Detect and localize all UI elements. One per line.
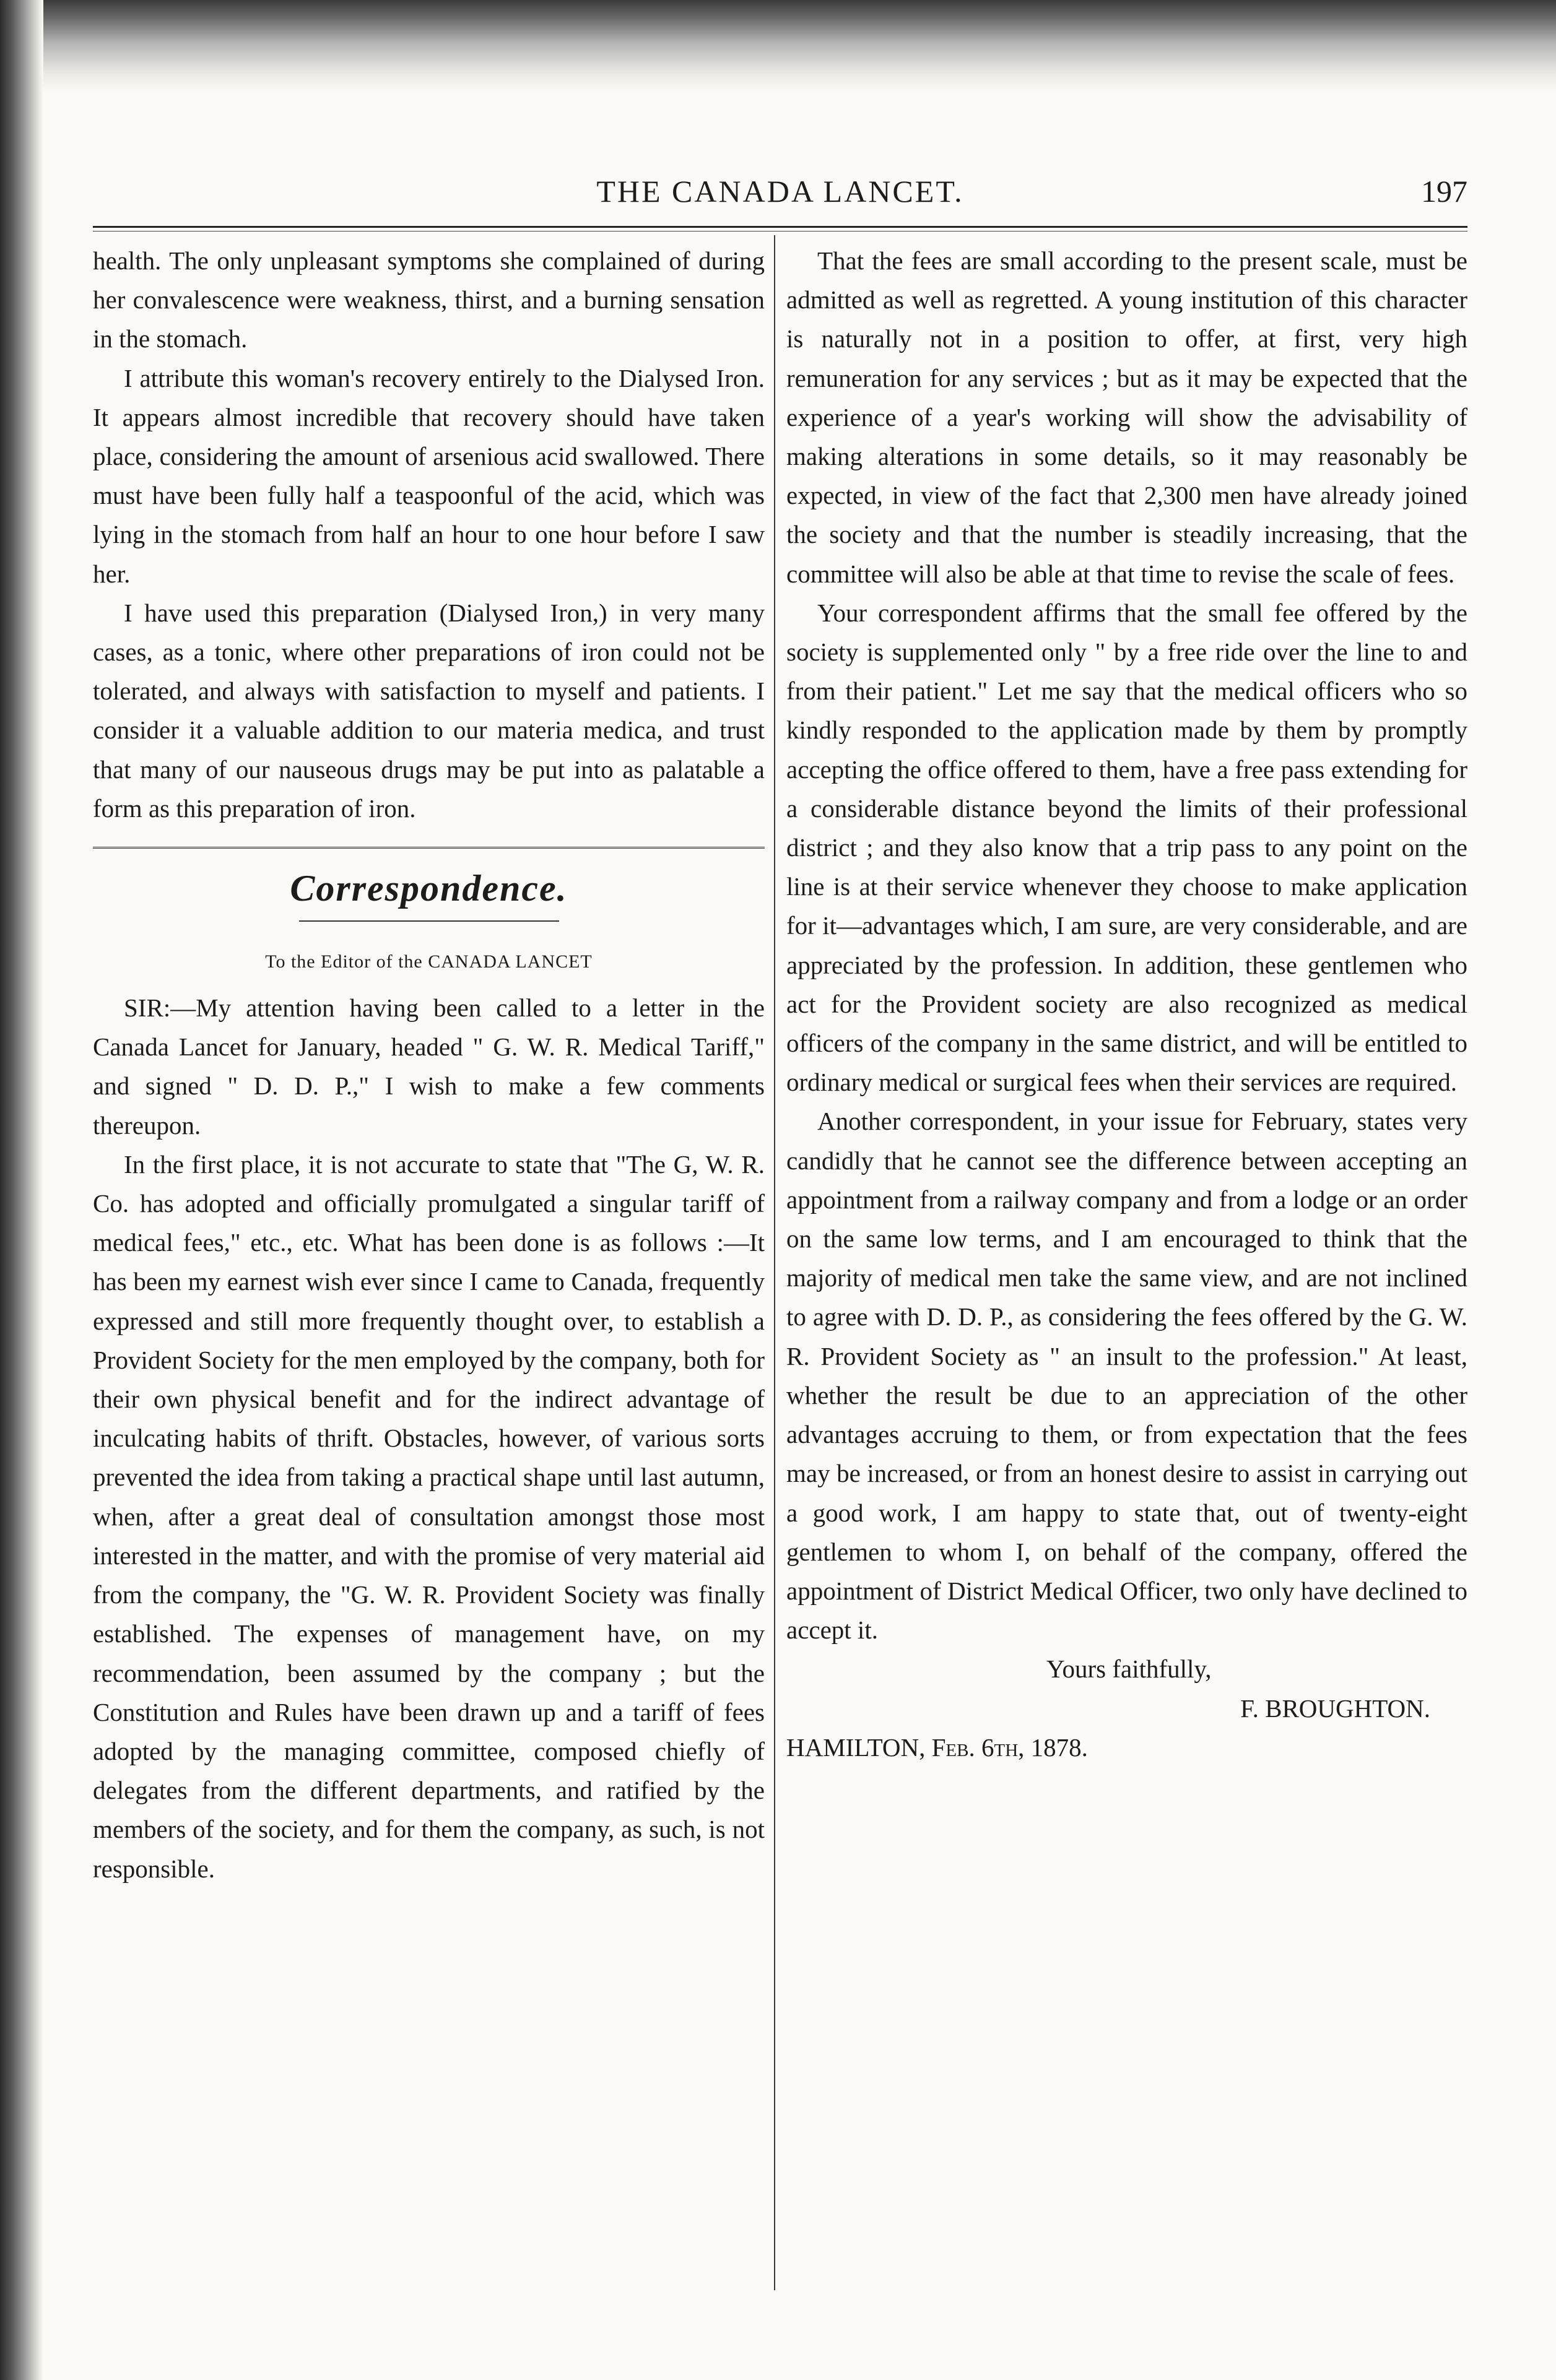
running-head <box>93 173 1467 223</box>
page-number: 197 <box>1421 174 1467 209</box>
scan-shadow-top <box>0 0 1556 93</box>
letter-address: To the Editor of the CANADA LANCET <box>265 951 593 972</box>
paragraph: Another correspondent, in your issue for February, states very candidly that he cannot see the difference between accepting an appointment from a railway company and from a lodge or an order on the same low terms, and I am encouraged to think that the majority of medical men take the same view, and are not inclined to agree with D. D. P., as considering the fees offered by the G. W. R. Provident Society as " an insult to the profession." At least, whether the result be due to an appreciation of the other advantages accruing to them, or from expectation that the fees may be increased, or from an honest desire to assist in carrying out a good work, I am happy to state that, out of twenty-eight gentlemen to whom I, on behalf of the company, offered the appointment of District Medical Officer, two only have declined to accept it. <box>786 1107 1467 1645</box>
heading-underline <box>299 920 559 922</box>
scan-shadow-left <box>0 0 43 2380</box>
journal-title: THE CANADA LANCET. <box>596 174 964 209</box>
section-divider <box>93 847 765 851</box>
left-column <box>93 241 765 1889</box>
right-column <box>786 241 1467 1767</box>
salutation: SIR <box>124 993 163 1023</box>
letter-opening-text: :—My attention having been called to a letter in the Canada Lancet for January, headed " G. W. R. Medical Tariff," and signed " D. D. P.," I wish to make a few comments thereupon. <box>93 993 765 1140</box>
paragraph: In the first place, it is not accurate to state that "The G, W. R. Co. has adopted and officially promulgated a singular tariff of medical fees," etc., etc. What has been done is as follows :—It has been my earnest wish ever since I came to Canada, frequently expressed and still more frequently thought over, to establish a Provident Society for the men employed by the company, both for their own physical benefit and for the indirect advantage of inculcating habits of thrift. Obstacles, however, of various sorts prevented the idea from taking a practical shape until last autumn, when, after a great deal of consultation amongst those most interested in the matter, and with the promise of very material aid from the company, the "G. W. R. Provident Society was finally established. The expenses of management have, on my recommendation, been assumed by the company ; but the Constitution and Rules have been drawn up and a tariff of fees adopted by the managing committee, composed chiefly of delegates from the different departments, and ratified by the members of the society, and for them the company, as such, is not responsible. <box>93 1149 765 1883</box>
paragraph: That the fees are small according to the present scale, must be admitted as well as regretted. A young institution of this character is naturally not in a position to offer, at first, very high remuneration for any services ; but as it may be expected that the experience of a year's working will show the advisability of making alterations in some details, so it may reasonably be expected, in view of the fact that 2,300 men have already joined the society and that the number is steadily increasing, that the committee will also be able at that time to revise the scale of fees. <box>786 246 1467 588</box>
paragraph: I attribute this woman's recovery entirely to the Dialysed Iron. It appears almost incredible that recovery should have taken place, considering the amount of arsenious acid swallowed. There must have been fully half a teaspoonful of the acid, which was lying in the stomach from half an hour to one hour before I saw her. <box>93 363 765 588</box>
section-heading: Correspondence. <box>290 868 568 909</box>
letter-closing: Yours faithfully, <box>1046 1655 1212 1684</box>
dateline: HAMILTON, Feb. 6th, 1878. <box>786 1733 1088 1762</box>
letter-opening <box>93 989 765 1145</box>
paragraph: health. The only unpleasant symptoms she complained of during her convalescence were weakness, thirst, and a burning sensation in the stomach. <box>93 246 765 353</box>
paragraph: I have used this preparation (Dialysed Iron,) in very many cases, as a tonic, where other preparations of iron could not be tolerated, and always with satisfaction to myself and patients. I consider it a valuable addition to our materia medica, and trust that many of our nauseous drugs may be put into as palatable a form as this preparation of iron. <box>93 598 765 823</box>
header-rule <box>93 226 1467 228</box>
header-rule-thin <box>93 231 1467 232</box>
signature: F. BROUGHTON. <box>1240 1694 1430 1723</box>
column-divider <box>774 235 775 2290</box>
paragraph: Your correspondent affirms that the small fee offered by the society is supplemented only " by a free ride over the line to and from their patient." Let me say that the medical officers who so kindly responded to the application made by them by promptly accepting the office offered to them, have a free pass extending for a considerable distance beyond the limits of their professional district ; and they also know that a trip pass to any point on the line is at their service whenever they choose to make application for it—advantages which, I am sure, are very considerable, and are appreciated by the profession. In addition, these gentlemen who act for the Provident society are also recognized as medical officers of the company in the same district, and will be entitled to ordinary medical or surgical fees when their services are required. <box>786 598 1467 1097</box>
